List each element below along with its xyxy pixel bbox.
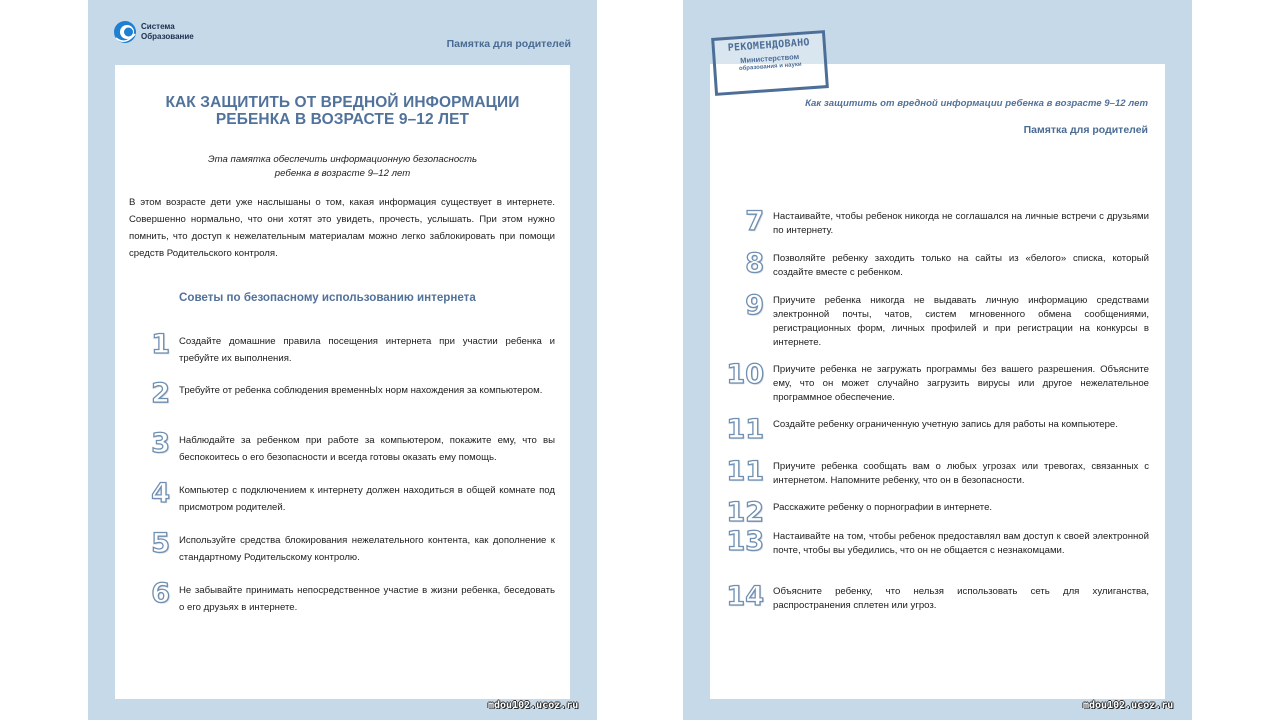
tip-text: Позволяйте ребенку заходить только на сайты из «белого» списка, который создайте вместе с ребенком. [773,253,1149,278]
page-title-line2: РЕБЕНКА В ВОЗРАСТЕ 9–12 ЛЕТ [215,111,470,128]
recommendation-stamp [711,30,829,96]
tip-number: 2 [151,378,170,409]
logo-text [141,22,194,42]
tip-number: 11 [726,456,764,487]
page-title-line1: КАК ЗАЩИТИТЬ ОТ ВРЕДНОЙ ИНФОРМАЦИИ [165,94,520,111]
tip-text: Приучите ребенка не загружать программы без вашего разрешения. Объясните ему, что он может случайно загрузить вирусы или другое нежелательное программное обеспечение. [773,364,1149,403]
tip-text: Расскажите ребенку о порнографии в интернете. [773,502,993,513]
logo-text-line1: Система [141,22,175,31]
left-sheet [115,65,570,699]
page-subtitle-line1: Эта памятка обеспечить информационную безопасность [208,154,477,165]
tip-number: 12 [726,497,764,528]
tip-number: 13 [726,526,764,557]
page-header: Памятка для родителей [446,38,571,50]
tip-number: 10 [726,359,764,390]
stamp-line3: образования и науки [738,61,802,73]
tip-number: 5 [151,528,170,559]
tip-text: Настаивайте, чтобы ребенок никогда не соглашался на личные встречи с друзьями по интернету. [773,211,1149,236]
page-subtitle: Как защитить от вредной информации ребенка в возрасте 9–12 лет [805,98,1148,109]
tip-number: 11 [726,414,764,445]
tip-text: Наблюдайте за ребенком при работе за компьютером, покажите ему, что вы беспокоитесь о его безопасности и всегда готовы оказать ему помощь. [179,435,555,463]
right-sheet [710,64,1165,699]
footer-url: mdou102.ucoz.ru [1083,700,1174,711]
stamp-line2: Министерством [739,51,800,66]
tip-number: 4 [151,478,170,509]
tip-text: Требуйте от ребенка соблюдения временнЫх норм нахождения за компьютером. [179,385,543,396]
tip-number: 9 [745,290,764,321]
stamp-line1: РЕКОМЕНДОВАНО [727,37,811,54]
tip-text: Объясните ребенку, что нельзя использовать сеть для хулиганства, распространения сплетен или угроз. [773,586,1149,611]
logo [113,20,194,44]
tip-number: 7 [745,206,764,237]
tip-text: Приучите ребенка сообщать вам о любых угрозах или тревогах, связанных с интернетом. Напомните ребенку, что он в безопасности. [773,461,1149,486]
left-page [88,0,597,720]
tip-text: Создайте ребенку ограниченную учетную запись для работы на компьютере. [773,419,1118,430]
page-title [115,94,570,128]
tip-text: Приучите ребенка никогда не выдавать личную информацию средствами электронной почты, чатов, систем мгновенного обмена сообщениями, регистрационных форм, личных профилей и при регистрации на конкурсы в интернете. [773,295,1149,348]
intro-paragraph: В этом возрасте дети уже наслышаны о том, какая информация существует в интернете. Совершенно нормально, что они хотят это увидеть, прочесть, услышать. При этом нужно помнить, что доступ к нежелательным материалам можно легко заблокировать при помощи средств Родительского контроля. [129,197,555,259]
footer-url: mdou102.ucoz.ru [488,700,579,711]
section-title: Советы по безопасному использованию интернета [179,291,476,304]
tip-number: 3 [151,428,170,459]
tip-text: Компьютер с подключением к интернету должен находиться в общей комнате под присмотром родителей. [179,485,555,513]
logo-text-line2: Образование [141,32,194,41]
page-subtitle [115,153,570,181]
page-header: Памятка для родителей [1023,124,1148,136]
tip-number: 1 [151,329,170,360]
logo-swirl-icon [113,20,137,44]
tip-text: Создайте домашние правила посещения интернета при участии ребенка и требуйте их выполнения. [179,336,555,364]
tip-text: Не забывайте принимать непосредственное участие в жизни ребенка, беседовать о его друзьях в интернете. [179,585,555,613]
tip-text: Настаивайте на том, чтобы ребенок предоставлял вам доступ к своей электронной почте, чтобы вы убедились, что он не общается с незнакомцами. [773,531,1149,556]
right-page [683,0,1192,720]
tip-text: Используйте средства блокирования нежелательного контента, как дополнение к стандартному Родительскому контролю. [179,535,555,563]
page-subtitle-line2: ребенка в возрасте 9–12 лет [274,168,411,179]
tip-number: 6 [151,578,170,609]
tip-number: 8 [745,248,764,279]
tip-number: 14 [726,581,764,612]
